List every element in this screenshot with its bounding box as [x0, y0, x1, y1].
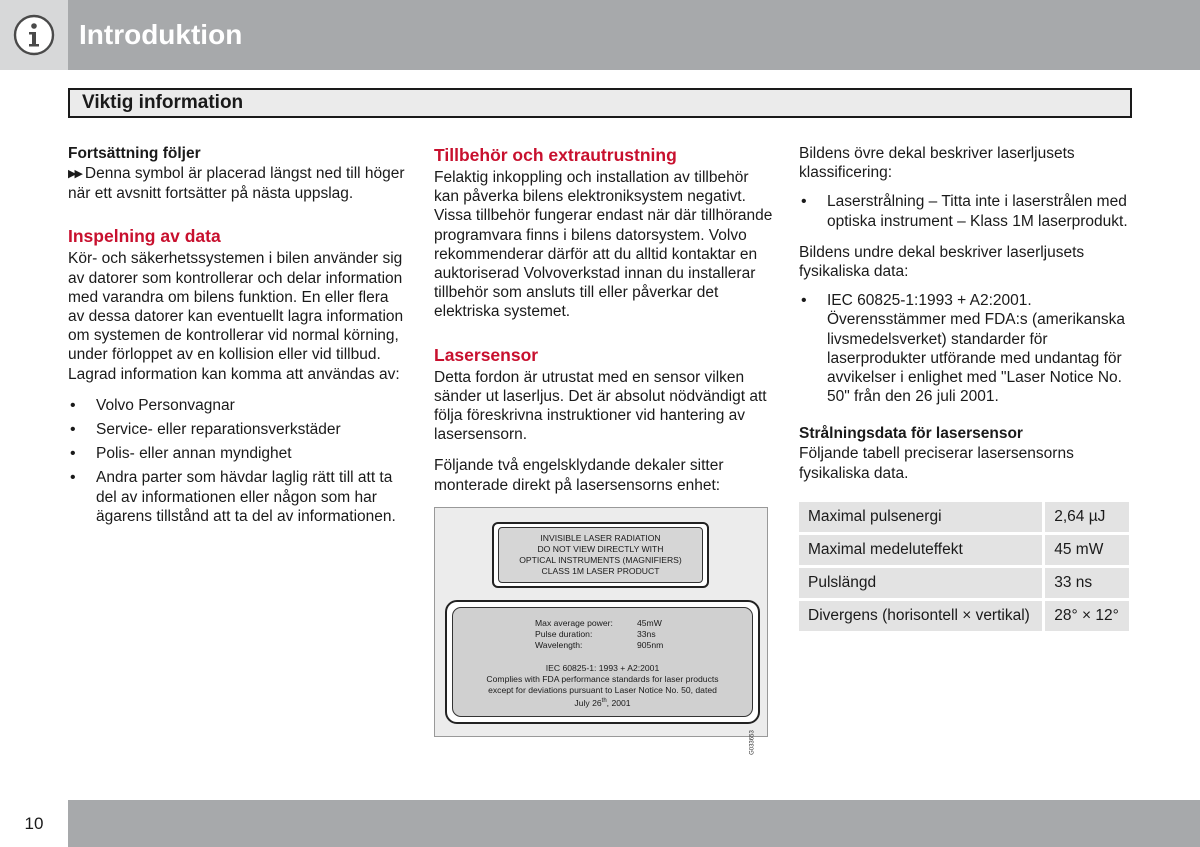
date-text: July 26: [574, 697, 602, 708]
list-item: • Service- eller reparationsverkstäder: [68, 420, 408, 439]
accessories-heading: Tillbehör och extrautrustning: [434, 145, 677, 165]
table-cell-label: Maximal pulsenergi: [799, 502, 1042, 532]
table-cell-label: Pulslängd: [799, 568, 1042, 598]
table-row: [799, 502, 1129, 532]
laser-sensor-heading: Lasersensor: [434, 344, 539, 365]
section-title-bar: [68, 88, 1132, 118]
accessories-text: Felaktig inkoppling och installation av tillbehör kan påverka bilens elektroniksystem negativt. Vissa tillbehör fungerar endast när där tillhörande programvara finns i bilens datorsystem. Volvo rekommenderar därför att du alltid kontaktar en auktoriserad Volvoverkstad innan du installerar tillbehör som ansluts till eller påverkar det elektriska systemet.: [434, 169, 773, 321]
table-row: [799, 568, 1129, 598]
figure-code: G033653: [749, 729, 756, 755]
iec-standard: IEC 60825-1: 1993 + A2:2001: [545, 662, 660, 673]
list-item: • Polis- eller annan myndighet: [68, 444, 408, 463]
warning-label: [492, 522, 709, 588]
lower-label-text: Bildens undre dekal beskriver laserljusets fysikaliska data:: [799, 243, 1085, 281]
column-right: [799, 144, 1135, 634]
header-icon-box: [0, 0, 68, 70]
laser-labels-figure: [434, 507, 768, 755]
table-cell-label: Divergens (horisontell × vertikal): [799, 601, 1042, 631]
fda-line: except for deviations pursuant to Laser Notice No. 50, dated: [488, 684, 717, 695]
upper-label-list: [799, 192, 1135, 230]
table-cell-value: 2,64 µJ: [1042, 502, 1129, 532]
data-recording-heading: Inspelning av data: [68, 226, 221, 247]
continue-arrows-icon: ▶▶: [68, 168, 81, 180]
page-title: Introduktion: [79, 19, 243, 50]
continues-paragraph: [68, 164, 408, 203]
radiation-data-heading: Strålningsdata för lasersensor: [799, 425, 1023, 443]
warning-label-line: INVISIBLE LASER RADIATION: [540, 532, 661, 543]
data-recording-text: Kör- och säkerhetssystemen i bilen använder sig av datorer som kontrollerar och delar information med varandra om bilens funktion. En eller flera av dessa datorer kan eventuellt lagra information om systemen de kontrollerar vid normal körning, under förloppet av en kollision eller vid tillbud. Lagrad information kan komma att användas av:: [68, 250, 404, 383]
radiation-data-text: Följande tabell preciserar lasersensorns fysikaliska data.: [799, 445, 1074, 482]
column-middle: [434, 144, 774, 755]
warning-label-line: CLASS 1M LASER PRODUCT: [541, 565, 660, 576]
spec-label: Wavelength:: [535, 639, 583, 650]
list-item: • IEC 60825-1:1993 + A2:2001. Överensstämmer med FDA:s (amerikanska livsmedelsverket) standarder för laserprodukter utförande med undantag för avvikelser i enlighet med "Laser Notice No. 50" från den 26 juli 2001.: [799, 291, 1135, 406]
table-cell-label: Maximal medeluteffekt: [799, 535, 1042, 565]
spec-value: 33ns: [637, 628, 656, 639]
spec-value: 905nm: [637, 639, 664, 650]
date-suffix: th: [601, 697, 607, 704]
table-row: [799, 601, 1129, 631]
spec-label: Pulse duration:: [535, 628, 593, 639]
table-cell-value: 33 ns: [1042, 568, 1129, 598]
warning-label-line: DO NOT VIEW DIRECTLY WITH: [537, 543, 664, 554]
table-cell-value: 45 mW: [1042, 535, 1129, 565]
specification-label: [445, 600, 760, 724]
lower-label-list: [799, 291, 1135, 406]
radiation-data-table: [799, 499, 1129, 634]
laser-labels-intro: Följande två engelsklydande dekaler sitter monterade direkt på lasersensorns enhet:: [434, 457, 724, 494]
spec-value: 45mW: [637, 617, 662, 628]
laser-sensor-text: Detta fordon är utrustat med en sensor vilken sänder ut laserljus. Det är absolut nödvändigt att följa föreskrivna instruktioner vid hantering av lasersensorn.: [434, 368, 767, 444]
compliance-text: [453, 663, 752, 709]
date-year: , 2001: [606, 697, 631, 708]
column-left: [68, 144, 408, 538]
list-item: • Laserstrålning – Titta inte i laserstrålen med optiska instrument – Klass 1M laserprodukt.: [799, 192, 1135, 230]
list-item: • Andra parter som hävdar laglig rätt till att ta del av informationen eller någon som har ägarens tillstånd att ta del av informationen.: [68, 468, 408, 526]
info-icon: [13, 14, 55, 56]
table-cell-value: 28° × 12°: [1042, 601, 1129, 631]
page-number: 10: [24, 814, 44, 833]
list-item: • Volvo Personvagnar: [68, 396, 408, 415]
data-users-list: [68, 396, 408, 526]
table-row: [799, 535, 1129, 565]
footer-band: [68, 800, 1200, 847]
label-date: [453, 696, 752, 709]
upper-label-text: Bildens övre dekal beskriver laserljusets klassificering:: [799, 145, 1075, 182]
continues-heading: Fortsättning följer: [68, 145, 201, 162]
warning-label-line: OPTICAL INSTRUMENTS (MAGNIFIERS): [519, 554, 682, 565]
spec-label: Max average power:: [535, 617, 613, 628]
section-title: Viktig information: [82, 92, 244, 113]
continues-text: Denna symbol är placerad längst ned till höger när ett avsnitt fortsätter på nästa uppslag.: [68, 165, 405, 203]
fda-line: Complies with FDA performance standards for laser products: [486, 673, 719, 684]
